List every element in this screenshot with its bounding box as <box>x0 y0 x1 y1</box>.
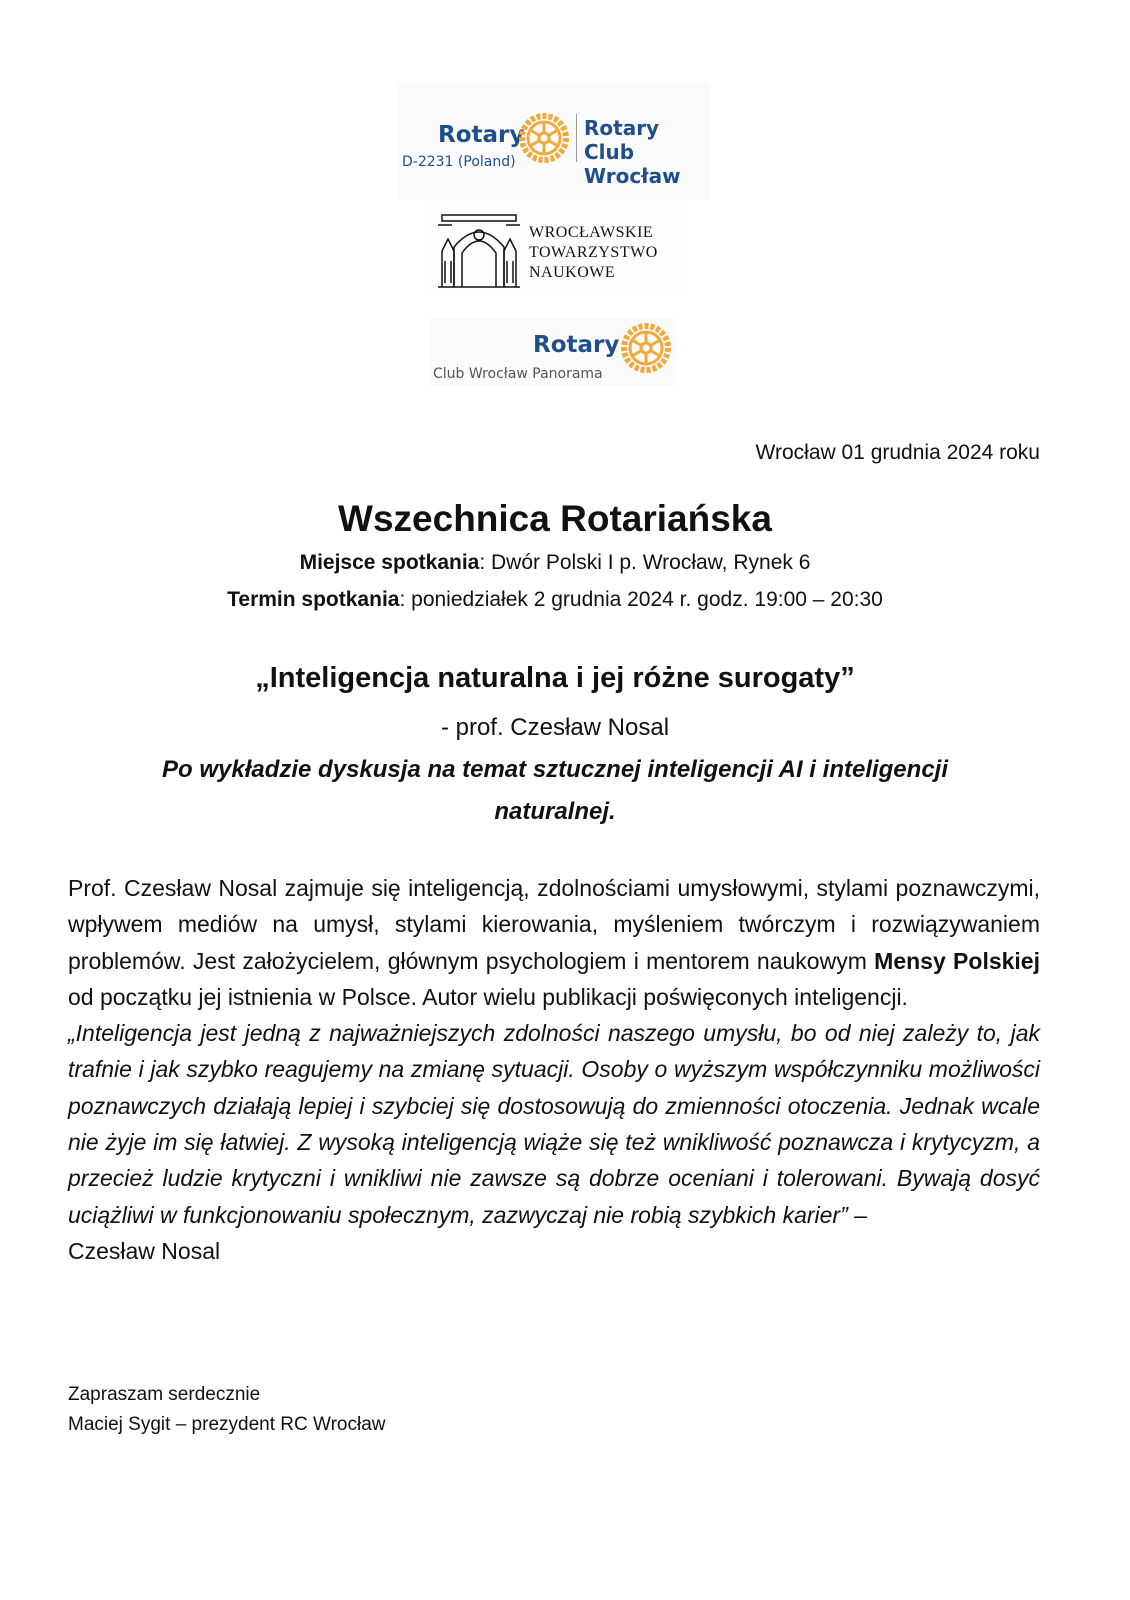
place-label: Miejsce spotkania <box>299 551 480 574</box>
wtn-logo <box>430 205 682 295</box>
closing-text: Zapraszam serdecznie <box>68 1384 261 1405</box>
wtn-line2: TOWARZYSTWO <box>529 244 658 261</box>
wtn-line3: NAUKOWE <box>529 264 616 281</box>
rotary-panorama-logo <box>430 318 676 386</box>
quote-dash: – <box>847 1201 867 1228</box>
rotary-club-wroclaw-logo <box>398 82 710 200</box>
logo-club-line2: Wrocław <box>584 164 681 188</box>
rotary-wheel-icon <box>518 112 570 164</box>
bio-paragraph <box>68 870 1040 1015</box>
bio-text: Prof. Czesław Nosal zajmuje się inteligencją, zdolnościami umysłowymi, stylami poznawczymi, wpływem mediów na umysł, stylami kierowania, myśleniem twórczym i rozwiązywaniem problemów. Jest założycielem, głównym psychologiem i mentorem naukowym <box>68 875 1040 974</box>
meeting-time <box>0 588 1110 612</box>
logo-rotary-text: Rotary <box>533 332 620 358</box>
speaker: - prof. Czesław Nosal <box>440 714 670 741</box>
logo-club-line1: Rotary Club <box>584 116 660 164</box>
wtn-name <box>529 223 658 283</box>
discussion-line2: naturalnej. <box>494 798 616 825</box>
logo-club-name: Club Wrocław Panorama <box>433 366 603 382</box>
logo-district: D-2231 (Poland) <box>402 154 516 170</box>
signature-block <box>68 1380 385 1440</box>
place-value: : Dwór Polski I p. Wrocław, Rynek 6 <box>479 551 811 574</box>
document-date: Wrocław 01 grudnia 2024 roku <box>755 441 1040 464</box>
rotary-wheel-icon <box>620 322 672 374</box>
logo-divider <box>576 114 577 162</box>
speaker-bio <box>68 870 1040 1269</box>
gothic-building-icon <box>436 211 522 289</box>
bio-bold: Mensy Polskiej <box>874 947 1040 974</box>
quote-paragraph <box>68 1015 1040 1269</box>
logo-rotary-text: Rotary <box>438 122 525 148</box>
logo-club-name <box>584 116 710 188</box>
signature-text: Maciej Sygit – prezydent RC Wrocław <box>68 1414 386 1435</box>
wtn-line1: WROCŁAWSKIE <box>529 224 654 241</box>
page-title: Wszechnica Rotariańska <box>338 498 772 539</box>
quote-text: „Inteligencja jest jedną z najważniejszych zdolności naszego umysłu, bo od niej zależy to, jak trafnie i jak szybko reagujemy na zmianę sytuacji. Osoby o wyższym współczynniku możliwości poznawczych działają lepiej i szybciej się dostosowują do zmienności otoczenia. Jednak wcale nie żyje im się łatwiej. Z wysoką inteligencją wiąże się też wnikliwość poznawcza i krytycyzm, a przecież ludzie krytyczni i wnikliwi nie zawsze są dobrze oceniani i tolerowani. Bywają dosyć uciążliwi w funkcjonowaniu społecznym, zazwyczaj nie robią szybkich karier” <box>68 1020 1040 1228</box>
meeting-place <box>0 551 1110 575</box>
time-label: Termin spotkania <box>227 588 400 611</box>
quote-author: Czesław Nosal <box>68 1237 221 1264</box>
lecture-title: „Inteligencja naturalna i jej różne surogaty” <box>255 662 855 694</box>
time-value: : poniedziałek 2 grudnia 2024 r. godz. 19:00 – 20:30 <box>399 588 883 611</box>
bio-text-end: od początku jej istnienia w Polsce. Autor wielu publikacji poświęconych inteligencji. <box>68 983 908 1010</box>
discussion-line1: Po wykładzie dyskusja na temat sztucznej inteligencji AI i inteligencji <box>162 756 948 783</box>
